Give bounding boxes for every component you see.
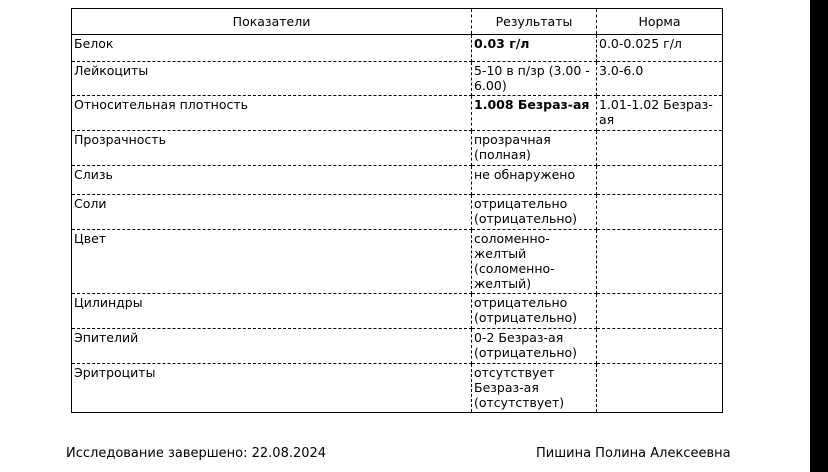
- indicator-cell: Белок: [72, 35, 472, 62]
- results-table: [71, 8, 723, 413]
- result-cell: 0-2 Безраз-ая (отрицательно): [472, 329, 597, 364]
- norm-cell: [597, 166, 723, 195]
- indicator-cell: Эритроциты: [72, 364, 472, 413]
- result-cell: не обнаружено: [472, 166, 597, 195]
- table-row: [72, 230, 723, 294]
- patient-name: Пишина Полина Алексеевна: [536, 446, 731, 461]
- result-cell: отрицательно (отрицательно): [472, 294, 597, 329]
- result-cell: 0.03 г/л: [472, 35, 597, 62]
- table-row: [72, 35, 723, 62]
- header-norm: Норма: [597, 9, 723, 35]
- indicator-cell: Слизь: [72, 166, 472, 195]
- dark-right-edge: [810, 0, 828, 472]
- table-row: [72, 294, 723, 329]
- norm-cell: [597, 364, 723, 413]
- indicator-cell: Лейкоциты: [72, 62, 472, 96]
- result-cell: 5-10 в п/зр (3.00 - 6.00): [472, 62, 597, 96]
- table-row: [72, 329, 723, 364]
- norm-cell: 3.0-6.0: [597, 62, 723, 96]
- norm-cell: [597, 195, 723, 230]
- indicator-cell: Прозрачность: [72, 131, 472, 166]
- indicator-cell: Относительная плотность: [72, 96, 472, 131]
- table-row: [72, 62, 723, 96]
- norm-cell: 1.01-1.02 Безраз-ая: [597, 96, 723, 131]
- norm-cell: [597, 294, 723, 329]
- table-row: [72, 195, 723, 230]
- norm-cell: 0.0-0.025 г/л: [597, 35, 723, 62]
- completion-date: Исследование завершено: 22.08.2024: [66, 446, 327, 461]
- result-cell: 1.008 Безраз-ая: [472, 96, 597, 131]
- table-header-row: [72, 9, 723, 35]
- indicator-cell: Соли: [72, 195, 472, 230]
- indicator-cell: Цвет: [72, 230, 472, 294]
- indicator-cell: Цилиндры: [72, 294, 472, 329]
- table-row: [72, 166, 723, 195]
- result-cell: соломенно-желтый (соломенно-желтый): [472, 230, 597, 294]
- table-row: [72, 96, 723, 131]
- norm-cell: [597, 131, 723, 166]
- table-row: [72, 131, 723, 166]
- table-row: [72, 364, 723, 413]
- header-results: Результаты: [472, 9, 597, 35]
- result-cell: прозрачная (полная): [472, 131, 597, 166]
- result-cell: отсутствует Безраз-ая (отсутствует): [472, 364, 597, 413]
- indicator-cell: Эпителий: [72, 329, 472, 364]
- result-cell: отрицательно (отрицательно): [472, 195, 597, 230]
- header-indicators: Показатели: [72, 9, 472, 35]
- norm-cell: [597, 329, 723, 364]
- norm-cell: [597, 230, 723, 294]
